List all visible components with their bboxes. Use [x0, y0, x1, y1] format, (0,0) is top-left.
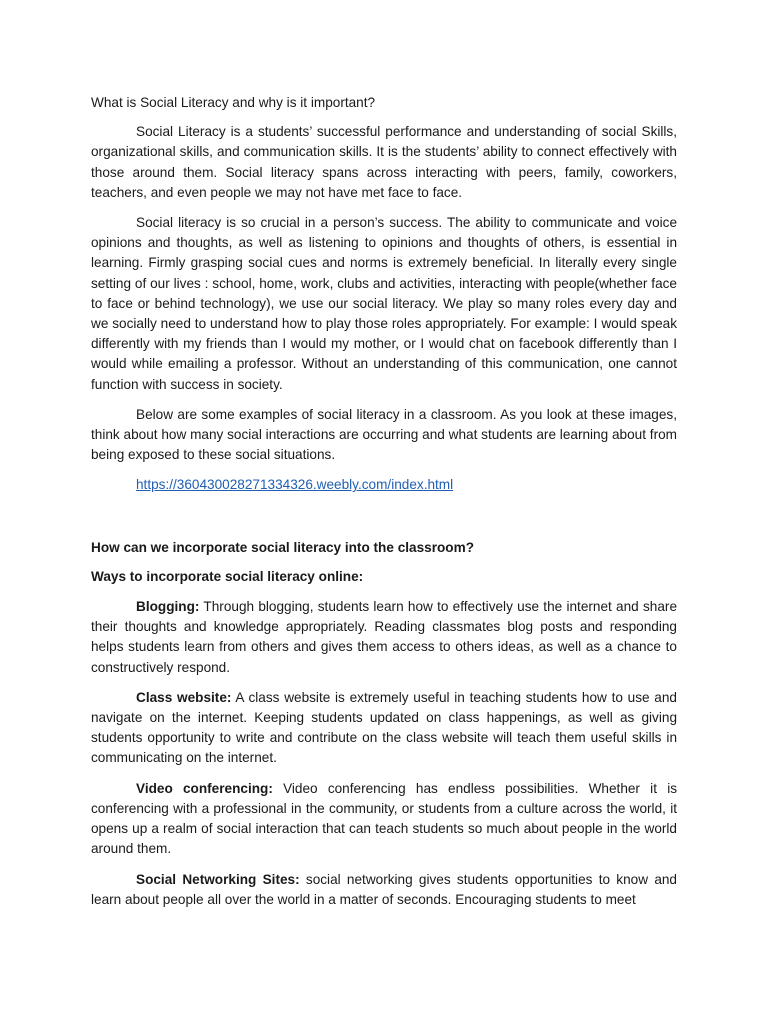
way-term: Blogging:	[136, 599, 200, 615]
weebly-link[interactable]: https://360430028271334326.weebly.com/index.html	[136, 477, 454, 493]
way-social-networking	[91, 870, 677, 910]
title-question: What is Social Literacy and why is it important?	[91, 95, 376, 110]
intro-paragraph-2: Social literacy is so crucial in a person’s success. The ability to communicate and voice opinions and thoughts, as well as listening to opinions and thoughts of others, is essential in learning. Firmly grasping social cues and norms is extremely beneficial. In literally every single setting of our lives : school, home, work, clubs and activities, interacting with people(whether face to face or behind technology), we use our social literacy. We play so many roles every day and we socially need to understand how to play those roles appropriately. For example: I would speak differently with my friends than I would my mother, or I would chat on facebook differently than I would while emailing a professor. Without an understanding of this communication, one cannot function with success in society.	[91, 215, 677, 392]
way-blogging	[91, 597, 677, 678]
way-video-conferencing	[91, 779, 677, 860]
intro-paragraph-1: Social Literacy is a students’ successful performance and understanding of social Skills, organizational skills, and communication skills. It is the students’ ability to connect effectively with those around them. Social literacy spans across interacting with peers, family, coworkers, teachers, and even people we may not have met face to face.	[91, 124, 677, 200]
link-line	[136, 475, 677, 495]
way-text: A class website is extremely useful in teaching students how to use and navigate on the internet. Keeping students updated on class happenings, as well as giving students opportunity to write and contribute on the class website will teach them useful skills in communicating on the internet.	[91, 689, 677, 766]
intro-paragraph-3: Below are some examples of social literacy in a classroom. As you look at these images, think about how many social interactions are occurring and what students are learning about from being exposed to these social situations.	[91, 406, 677, 463]
way-term: Class website:	[136, 689, 232, 705]
online-heading: Ways to incorporate social literacy online:	[91, 568, 364, 584]
classroom-heading: How can we incorporate social literacy into the classroom?	[91, 539, 475, 555]
way-text: Video conferencing has endless possibilities. Whether it is conferencing with a professional in the community, or students from a culture across the world, it opens up a realm of social interaction that can teach students so much about people in the world around them.	[91, 780, 678, 857]
way-text: social networking gives students opportunities to know and learn about people all over the world in a matter of seconds. Encouraging students to meet	[91, 871, 677, 907]
way-term: Video conferencing:	[136, 780, 273, 796]
way-term: Social Networking Sites:	[136, 871, 300, 887]
way-text: Through blogging, students learn how to effectively use the internet and share their thoughts and knowledge appropriately. Reading classmates blog posts and responding helps students learn from others and gives them access to others ideas, as well as a chance to constructively respond.	[91, 599, 677, 675]
way-class-website	[91, 688, 677, 769]
